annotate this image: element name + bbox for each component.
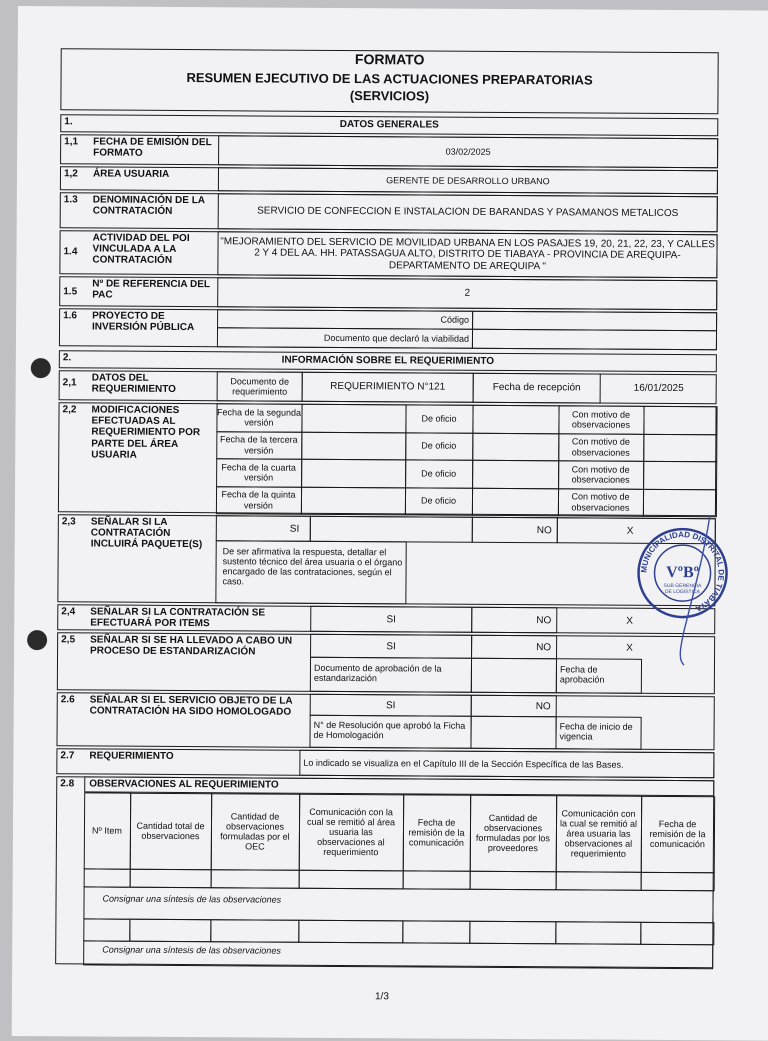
page-number: 1/3: [374, 991, 389, 1003]
obs-cell: [469, 921, 556, 945]
obs-cell: [640, 922, 714, 945]
resolucion-label: N° de Resolución que aprobó la Ficha de Homologación: [313, 719, 466, 741]
row-1-1-label: FECHA DE EMISIÓN DEL FORMATO: [93, 136, 212, 159]
stamp-sub1: SUB GERENCIA: [663, 582, 702, 590]
con-motivo-label: Con motivo de observaciones: [571, 464, 630, 485]
mod-cell: [472, 432, 559, 461]
obs-cell: [298, 920, 403, 944]
row-2-5-label: SEÑALAR SI SE HA LLEVADO A CABO UN PROCESO DE ESTANDARIZACIÓN: [90, 634, 293, 658]
denominacion-value: SERVICIO DE CONFECCION E INSTALACION DE BARANDAS Y PASAMANOS METALICOS: [257, 205, 679, 220]
section-2-number: 2.: [62, 352, 72, 364]
obs-cell: [470, 871, 557, 891]
obs-cell: [555, 921, 641, 945]
estandarizacion-no-label: NO: [536, 642, 552, 654]
obs-header-label: Fecha de remisión de la comunicación: [408, 817, 465, 848]
row-1-3-number: 1.3: [63, 194, 78, 206]
row-2-5-doc-value-cell: [471, 658, 557, 694]
de-oficio-label: De oficio: [421, 468, 457, 479]
row-2-3-number: 2,3: [61, 516, 76, 528]
stamp-center: VºBº: [666, 563, 700, 582]
row-2-6-resolucion-value-cell: [470, 716, 556, 750]
requerimiento-value: Lo indicado se visualiza en el Capítulo III de la Sección Específica de las Bases.: [303, 757, 624, 770]
row-1-5-number: 1.5: [63, 286, 78, 298]
items-si-label: SI: [386, 614, 397, 626]
estandarizacion-fecha-label: Fecha de aprobación: [559, 664, 605, 685]
mod-cell: [643, 461, 717, 490]
estandarizacion-doc-label: Documento de aprobación de la estandarización: [313, 662, 442, 684]
homologado-no-label: NO: [535, 701, 551, 713]
sintesis-1: Consignar una síntesis de las observaciones: [102, 893, 282, 905]
obs-cell: [83, 918, 130, 941]
estandarizacion-no-mark: X: [626, 642, 633, 654]
version-date-label: Fecha de la tercera versión: [220, 434, 298, 456]
fecha-recepcion-label: Fecha de recepción: [492, 382, 581, 394]
obs-header-label: Fecha de remisión de la comunicación: [649, 818, 706, 850]
document-page: [12, 6, 768, 1041]
obs-cell: [84, 868, 131, 887]
version-date-label: Fecha de la segunda versión: [216, 407, 302, 428]
row-2-4-number: 2,4: [61, 606, 76, 618]
fecha-recepcion-value: 16/01/2025: [633, 383, 684, 395]
obs-cell: [641, 872, 715, 891]
stamp-sub2: DE LOGÍSTICA: [664, 588, 700, 596]
obs-cell: [556, 871, 642, 891]
paquete-no-mark: X: [626, 525, 634, 537]
row-2-6-label: SEÑALAR SI EL SERVICIO OBJETO DE LA CONTRATACIÓN HA SIDO HOMOLOGADO: [89, 694, 293, 718]
obs-cell: [210, 919, 299, 943]
de-oficio-label: De oficio: [420, 495, 457, 507]
codigo-label: Código: [440, 314, 470, 325]
punch-hole-bottom: [27, 630, 47, 650]
document-title: RESUMEN EJECUTIVO DE LAS ACTUACIONES PREPARATORIAS: [186, 70, 593, 88]
paquete-no-label: NO: [536, 525, 552, 537]
mod-cell: [301, 486, 406, 515]
obs-header-label: Cantidad de observaciones formuladas por los proveedores: [475, 812, 550, 854]
con-motivo-label: Con motivo de observaciones: [571, 491, 630, 513]
row-1-6-label: PROYECTO DE INVERSIÓN PÚBLICA: [92, 310, 195, 334]
obs-cell: [299, 870, 404, 890]
documento-requerimiento-label: Documento de requerimiento: [230, 376, 290, 397]
row-1-4-label: ACTIVIDAD DEL POI VINCULADA A LA CONTRATACIÓN: [92, 232, 190, 267]
mod-cell: [472, 405, 559, 434]
mod-cell: [301, 459, 406, 488]
obs-header-label: Comunicación con la cual se remitió al área usuaria las observaciones al requerimiento: [559, 808, 638, 859]
paquete-note: De ser afirmativa la respuesta, detallar el sustento técnico del área usuaria o el órgano encargado de las contrataciones, según el caso.: [222, 546, 403, 587]
formato-title: FORMATO: [354, 51, 425, 68]
row-2-2-label: MODIFICACIONES EFECTUADAS AL REQUERIMIENTO POR PARTE DEL ÁREA USUARIA: [91, 404, 201, 461]
row-2-3-si-mark-cell: [310, 516, 473, 543]
row-2-1-number: 2,1: [62, 377, 77, 389]
row-2-3-label: SEÑALAR SI LA CONTRATACIÓN INCLUIRÁ PAQUETE(S): [90, 516, 203, 551]
punch-hole-top: [31, 358, 51, 378]
obs-header-label: Cantidad total de observaciones: [136, 820, 205, 842]
obs-cell: [211, 869, 300, 889]
section-1-number: 1.: [64, 116, 73, 128]
row-1-5-label: Nº DE REFERENCIA DEL PAC: [92, 278, 210, 301]
row-1-2-number: 1,2: [63, 168, 78, 180]
document-subtitle: (SERVICIOS): [349, 88, 430, 104]
obs-cell: [403, 870, 471, 889]
mod-cell: [301, 404, 406, 433]
row-2-2-number: 2,2: [62, 404, 77, 416]
row-1-4-number: 1.4: [63, 246, 78, 258]
row-1-6-number: 1.6: [63, 310, 78, 322]
version-date-label: Fecha de la cuarta versión: [221, 462, 296, 483]
row-2-8-label: OBSERVACIONES AL REQUERIMIENTO: [89, 778, 279, 791]
de-oficio-label: De oficio: [421, 413, 457, 424]
row-2-4-label: SEÑALAR SI LA CONTRATACIÓN SE EFECTUARÁ POR ITEMS: [90, 606, 266, 630]
paquete-si-label: SI: [289, 523, 300, 535]
row-1-2-label: ÁREA USUARIA: [92, 168, 170, 180]
obs-header-label: Nº Item: [92, 825, 122, 836]
obs-header-label: Cantidad de observaciones formuladas por el OEC: [220, 811, 290, 852]
version-date-label: Fecha de la quinta versión: [221, 489, 296, 511]
homologado-si-label: SI: [385, 700, 396, 712]
mod-cell: [643, 406, 717, 435]
items-no-label: NO: [536, 615, 552, 627]
sintesis-2: Consignar una síntesis de las observaciones: [102, 944, 281, 956]
estandarizacion-si-label: SI: [386, 641, 396, 653]
row-2-7-label: REQUERIMIENTO: [89, 750, 174, 762]
row-2-5-number: 2,5: [61, 634, 76, 646]
obs-header-label: Comunicación con la cual se remitió al área usuaria las observaciones al requerimiento: [306, 806, 396, 858]
vigencia-label: Fecha de inicio de vigencia: [559, 721, 633, 742]
area-usuaria-value: GERENTE DE DESARROLLO URBANO: [386, 175, 550, 187]
svg-text:MUNICIPALIDAD DISTRITAL DE TIA: MUNICIPALIDAD DISTRITAL DE TIABAYA: [639, 529, 726, 614]
section-1-title: DATOS GENERALES: [339, 118, 439, 131]
sintesis-row: [83, 886, 713, 923]
referencia-pac-value: 2: [464, 288, 471, 300]
row-1-3-label: DENOMINACIÓN DE LA CONTRATACIÓN: [92, 194, 205, 218]
documento-requerimiento-value: REQUERIMIENTO N°121: [330, 381, 446, 394]
de-oficio-label: De oficio: [421, 440, 457, 452]
fecha-emision-value: 03/02/2025: [445, 146, 491, 157]
section-2-title: INFORMACIÓN SOBRE EL REQUERIMIENTO: [281, 354, 495, 367]
row-2-1-label: DATOS DEL REQUERIMIENTO: [91, 372, 176, 396]
obs-cell: [130, 869, 212, 889]
signature-stroke: [654, 510, 725, 670]
row-1-6-doc-value-cell: [472, 329, 717, 350]
con-motivo-label: Con motivo de observaciones: [571, 436, 630, 458]
row-1-1-number: 1,1: [64, 136, 79, 148]
items-no-mark: X: [626, 615, 633, 627]
obs-cell: [129, 919, 211, 943]
row-2-8-number: 2.8: [60, 778, 75, 790]
row-2-6-number: 2.6: [60, 694, 75, 706]
mod-cell: [472, 487, 559, 516]
viabilidad-label: Documento que declaró la viabilidad: [323, 332, 470, 344]
actividad-poi-value: "MEJORAMIENTO DEL SERVICIO DE MOVILIDAD URBANA EN LOS PASAJES 19, 20, 21, 22, 23, Y CALLES 2 Y 4 DEL AA. HH. PATASSAGUA ALTO, DISTRITO DE TIABAYA - PROVINCIA DE AREQUIPA-DEPARTAMENTO DE AREQUIPA ": [220, 236, 715, 272]
mod-cell: [643, 433, 717, 462]
mod-cell: [472, 460, 559, 489]
mod-cell: [301, 431, 406, 460]
obs-cell: [402, 920, 470, 943]
row-2-7-number: 2.7: [60, 750, 75, 762]
con-motivo-label: Con motivo de observaciones: [571, 409, 631, 430]
